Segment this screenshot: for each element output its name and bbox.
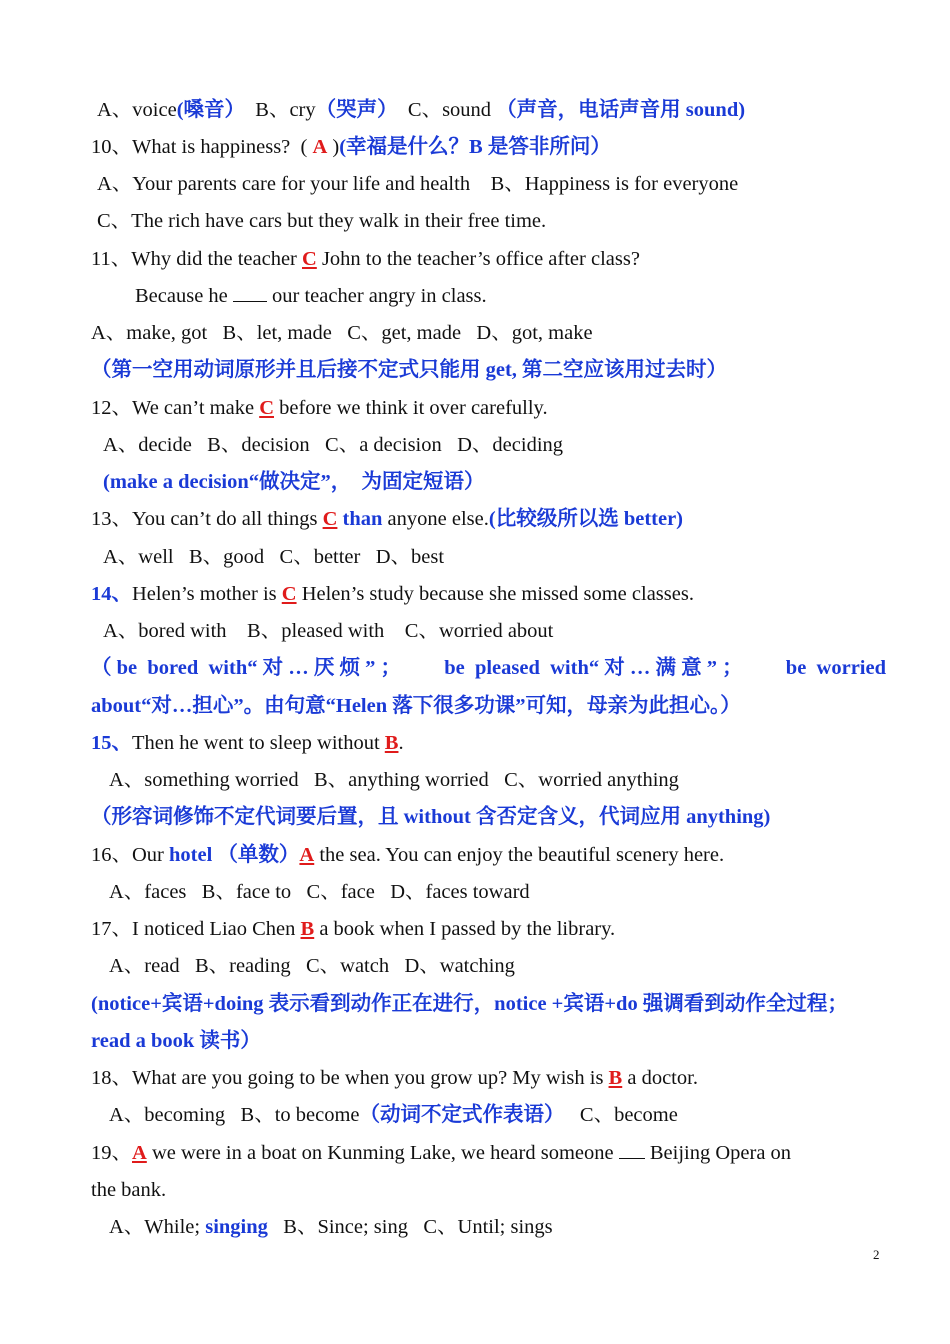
answer: C (281, 583, 297, 605)
text: B、cry (245, 99, 316, 121)
explanation-14b (91, 692, 886, 720)
question-text: anyone else. (382, 508, 489, 530)
question-text: Helen’s mother is (132, 583, 282, 605)
text: A、well B、good C、better D、best (103, 546, 445, 568)
explanation: be pleased with“ 对 … 满 意 ” ； (444, 657, 743, 679)
question-number: 14、 (91, 583, 132, 605)
explanation-14a (91, 654, 886, 682)
explanation: (比较级所以选 better) (488, 508, 684, 530)
question-text: our teacher angry in class. (266, 285, 487, 307)
explanation: read a book 读书） (91, 1030, 261, 1052)
question-12 (91, 394, 886, 422)
text: B、Since; sing C、Until; sings (267, 1216, 553, 1238)
line-options-9 (97, 96, 892, 124)
question-text: 18、What are you going to be when you grow up? My wish is (91, 1067, 609, 1089)
explanation-11 (91, 356, 886, 384)
text: A、something worried B、anything worried C、worried anything (109, 769, 679, 791)
answer: B (300, 918, 315, 940)
question-text: 16、Our (91, 844, 170, 866)
question-text: Because he (135, 285, 233, 307)
explanation: （第一空用动词原形并且后接不定式只能用 get, 第二空应该用过去时） (91, 359, 728, 381)
question-11-line2 (135, 282, 930, 310)
note: （声音，电话声音用 sound) (496, 99, 746, 121)
question-text: Helen’s study because she missed some classes. (296, 583, 694, 605)
question-text: 11、Why did the teacher (91, 248, 302, 270)
answer: B (608, 1067, 623, 1089)
question-19 (91, 1139, 886, 1167)
options-18 (109, 1101, 904, 1129)
question-text: John to the teacher’s office after class? (316, 248, 640, 270)
text: A、decide B、decision C、a decision D、deciding (103, 434, 564, 456)
options-15 (109, 766, 904, 794)
options-19 (109, 1213, 904, 1241)
question-text: before we think it over carefully. (274, 397, 548, 419)
options-12 (103, 431, 898, 459)
question-text: Then he went to sleep without (132, 732, 385, 754)
question-text: a doctor. (622, 1067, 698, 1089)
answer: A (299, 844, 315, 866)
question-text: 17、I noticed Liao Chen (91, 918, 301, 940)
text: A、make, got B、let, made C、get, made D、got, make (91, 322, 593, 344)
explanation: (notice+宾语+doing 表示看到动作正在进行，notice +宾语+do 强调看到动作全过程； (91, 993, 848, 1015)
text: C、sound (397, 99, 497, 121)
question-19-line2 (91, 1176, 886, 1204)
explanation: (make a decision“做决定”， 为固定短语） (103, 471, 485, 493)
question-text: 10、What is happiness? ( (91, 136, 313, 158)
answer: C (302, 248, 317, 270)
text: C、The rich have cars but they walk in their free time. (97, 210, 547, 232)
text: A、Your parents care for your life and health B、Happiness is for everyone (97, 173, 739, 195)
explanation: (幸福是什么？B 是答非所问） (339, 136, 611, 158)
answer: A (132, 1142, 147, 1164)
answer: B (384, 732, 399, 754)
text: A、bored with B、pleased with C、worried about (103, 620, 554, 642)
options-13 (103, 543, 898, 571)
question-17 (91, 915, 886, 943)
note: （动词不定式作表语） (359, 1104, 565, 1126)
question-text: the sea. You can enjoy the beautiful scenery here. (314, 844, 725, 866)
text: A、voice (97, 99, 177, 121)
explanation-17a (91, 990, 886, 1018)
explanation-17b (91, 1027, 886, 1055)
question-15 (91, 729, 886, 757)
explanation: （形容词修饰不定代词要后置，且 without 含否定含义，代词应用 anything) (91, 806, 771, 828)
explanation: （ be bored with“ 对 … 厌 烦 ” ； (91, 657, 401, 679)
explanation-15 (91, 803, 886, 831)
note: (嗓音） (176, 99, 246, 121)
options-16 (109, 878, 904, 906)
text: A、faces B、face to C、face D、faces toward (109, 881, 530, 903)
answer: C (259, 397, 274, 419)
question-18 (91, 1064, 886, 1092)
explanation-12 (103, 468, 898, 496)
note: （哭声） (315, 99, 398, 121)
question-10 (91, 133, 886, 161)
options-10a (97, 170, 892, 198)
options-14 (103, 617, 898, 645)
explanation: about“对…担心”。由句意“Helen 落下很多功课”可知，母亲为此担心。） (91, 695, 741, 717)
question-text: ) (327, 136, 340, 158)
text: C、become (564, 1104, 678, 1126)
keyword: than (337, 508, 383, 530)
question-number: 15、 (91, 732, 132, 754)
options-10b (97, 207, 892, 235)
page-number: 2 (873, 1247, 880, 1262)
text: A、becoming B、to become (109, 1104, 360, 1126)
explanation: be worried (785, 657, 886, 679)
question-14 (91, 580, 886, 608)
text: A、While; (109, 1216, 206, 1238)
answer: C (322, 508, 338, 530)
answer: A (312, 136, 328, 158)
blank (619, 1140, 645, 1159)
question-text: 12、We can’t make (91, 397, 260, 419)
keyword: hotel （单数） (169, 844, 300, 866)
question-text: 13、You can’t do all things (91, 508, 323, 530)
blank (233, 283, 267, 302)
question-16 (91, 841, 886, 869)
question-13 (91, 505, 886, 533)
question-11 (91, 245, 886, 273)
question-text: the bank. (91, 1179, 167, 1201)
question-text: a book when I passed by the library. (314, 918, 616, 940)
text: A、read B、reading C、watch D、watching (109, 955, 515, 977)
keyword: singing (205, 1216, 268, 1238)
question-text: Beijing Opera on (644, 1142, 792, 1164)
question-text: we were in a boat on Kunming Lake, we heard someone (146, 1142, 619, 1164)
question-text: . (398, 732, 404, 754)
question-number: 19、 (91, 1142, 132, 1164)
options-17 (109, 952, 904, 980)
options-11 (91, 319, 886, 347)
